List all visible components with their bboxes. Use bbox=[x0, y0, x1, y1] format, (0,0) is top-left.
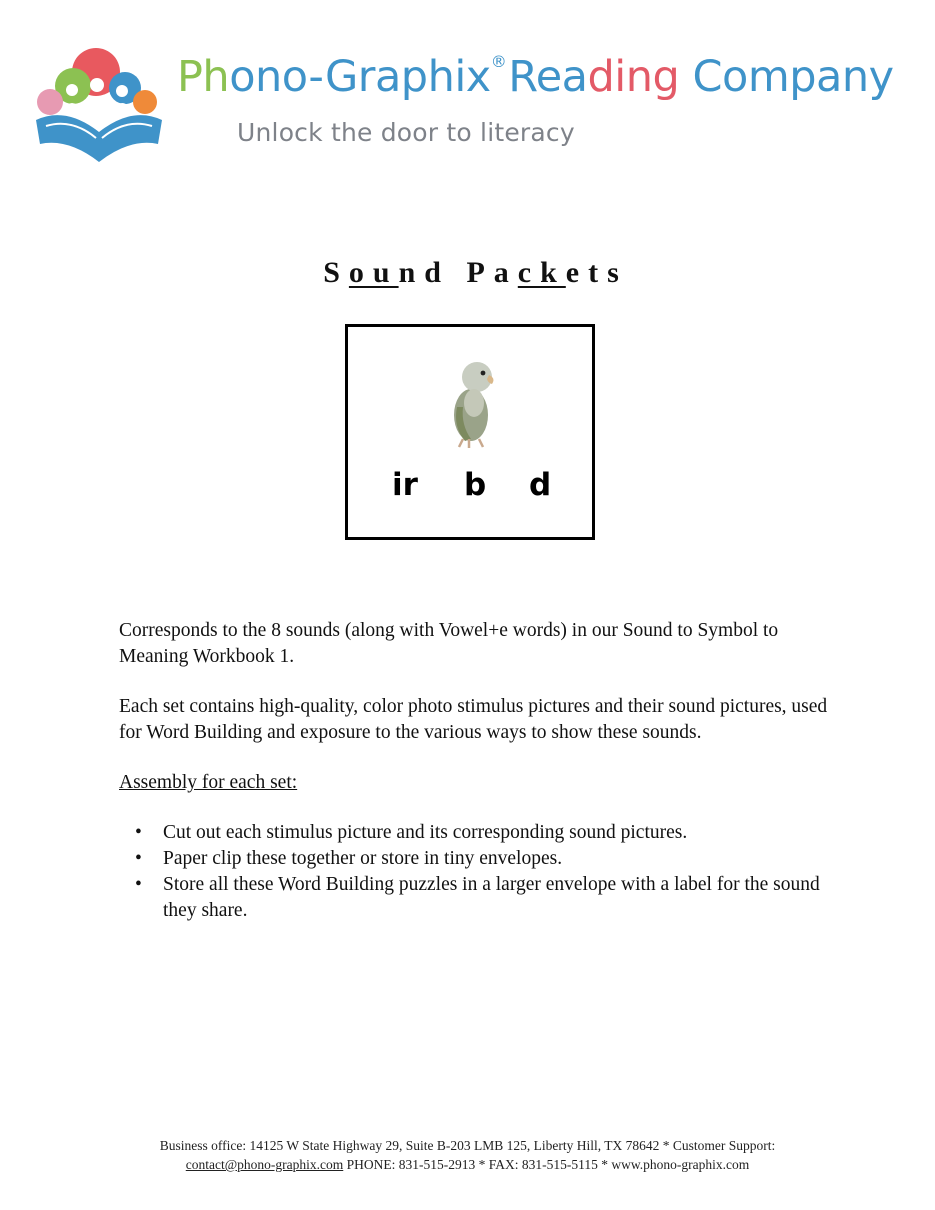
title-part: nd Pa bbox=[398, 256, 518, 289]
assembly-list-item: • Cut out each stimulus picture and its corresponding sound pictures. bbox=[119, 820, 839, 846]
company-name bbox=[177, 52, 894, 102]
description-body bbox=[119, 618, 839, 924]
contact-email-link[interactable]: contact@phono-graphix.com bbox=[185, 1157, 344, 1172]
footer-contact-line bbox=[0, 1155, 935, 1174]
company-name-part: Company bbox=[679, 52, 894, 102]
title-underlined-sound: ou bbox=[348, 256, 399, 289]
assembly-list-item: • Store all these Word Building puzzles in a larger envelope with a label for the sound they share. bbox=[119, 872, 839, 924]
assembly-heading: Assembly for each set: bbox=[119, 772, 298, 793]
sound-tile: b bbox=[464, 467, 487, 503]
footer-address: Business office: 14125 W State Highway 29, Suite B-203 LMB 125, Liberty Hill, TX 78642 * Customer Support: bbox=[159, 1138, 776, 1153]
sound-packet-card bbox=[345, 324, 595, 540]
title-part: ets bbox=[565, 256, 628, 289]
company-name-part: Ph bbox=[177, 52, 230, 102]
company-name-part: ding bbox=[587, 52, 680, 102]
company-name-part: Rea bbox=[508, 52, 588, 102]
sound-tile: d bbox=[529, 467, 552, 503]
registered-mark: ® bbox=[490, 52, 507, 71]
page-title bbox=[8, 256, 935, 290]
footer-phone-fax-web: PHONE: 831-515-2913 * FAX: 831-515-5115 * www.phono-graphix.com bbox=[343, 1157, 750, 1172]
assembly-list-item: • Paper clip these together or store in tiny envelopes. bbox=[119, 846, 839, 872]
tagline: Unlock the door to literacy bbox=[237, 118, 575, 147]
page-header bbox=[32, 40, 912, 170]
parrot-picture-icon bbox=[441, 355, 501, 451]
assembly-list bbox=[119, 820, 839, 924]
title-part: S bbox=[323, 256, 349, 289]
description-paragraph: Corresponds to the 8 sounds (along with Vowel+e words) in our Sound to Symbol to Meaning Workbook 1. bbox=[119, 620, 779, 667]
description-paragraph: Each set contains high-quality, color photo stimulus pictures and their sound pictures, used for Word Building and exposure to the various ways to show these sounds. bbox=[119, 696, 828, 743]
phono-graphix-logo-icon bbox=[32, 40, 167, 165]
sound-tile: ir bbox=[392, 467, 418, 503]
page-footer bbox=[0, 1136, 935, 1174]
title-underlined-sound: ck bbox=[517, 256, 566, 289]
company-name-part: ono-Graphix bbox=[229, 52, 491, 102]
